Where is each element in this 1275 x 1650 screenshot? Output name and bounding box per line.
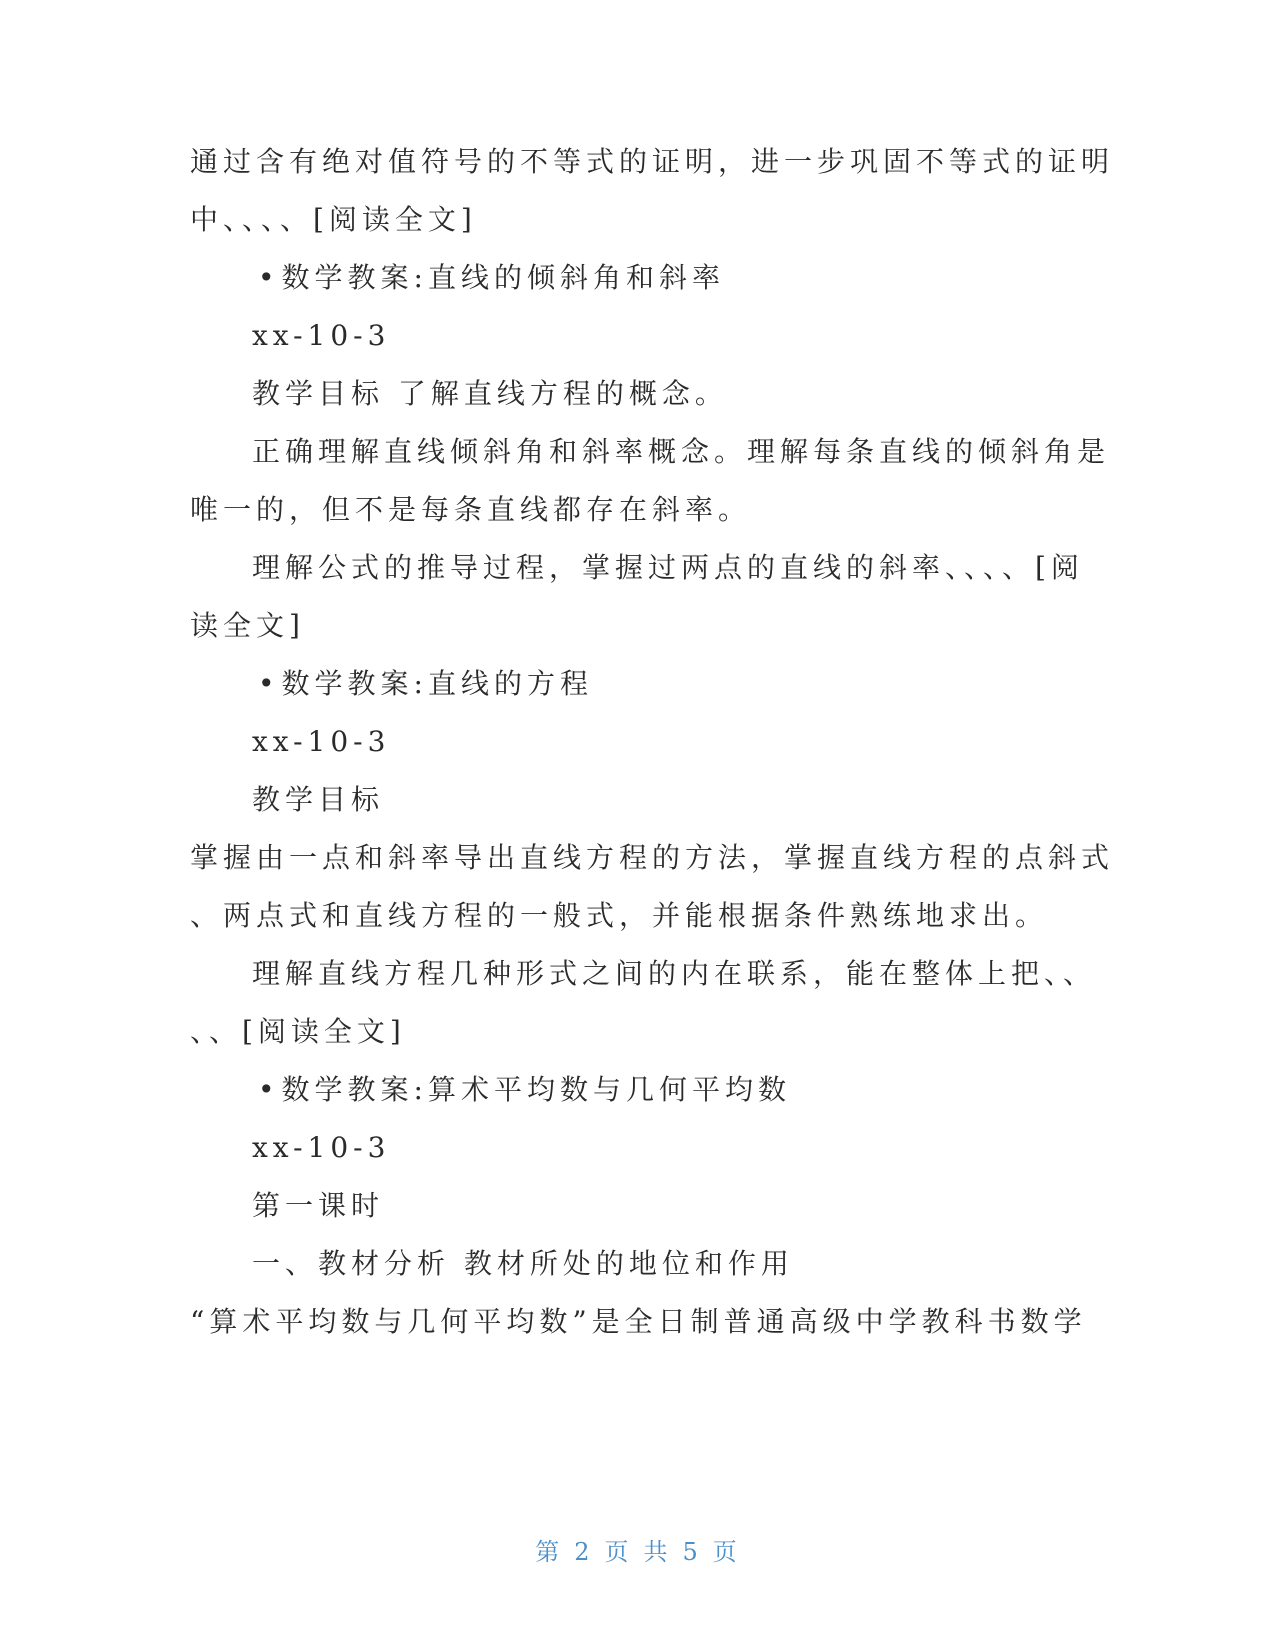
list-item-title: 数学教案:直线的倾斜角和斜率 bbox=[281, 261, 725, 294]
list-item-date: xx-10-3 bbox=[252, 725, 391, 758]
list-item-date: xx-10-3 bbox=[252, 319, 391, 352]
body-line: 正确理解直线倾斜角和斜率概念。理解每条直线的倾斜角是 bbox=[252, 435, 1111, 468]
body-line: “算术平均数与几何平均数”是全日制普通高级中学教科书数学 bbox=[190, 1305, 1087, 1338]
list-item-heading bbox=[258, 664, 593, 704]
body-line: 教学目标 了解直线方程的概念。 bbox=[252, 377, 728, 410]
footer-suffix: 页 bbox=[712, 1538, 740, 1566]
body-line: 、、[阅读全文] bbox=[190, 1015, 406, 1048]
list-item-heading bbox=[258, 1070, 791, 1110]
footer-prefix: 第 bbox=[535, 1538, 563, 1566]
body-line: 、两点式和直线方程的一般式，并能根据条件熟练地求出。 bbox=[190, 899, 1049, 932]
body-line: 一、教材分析 教材所处的地位和作用 bbox=[252, 1247, 794, 1280]
bullet-icon: • bbox=[258, 1073, 280, 1106]
footer-mid: 页 bbox=[604, 1538, 632, 1566]
bullet-icon: • bbox=[258, 667, 280, 700]
body-line: 中、、、、[阅读全文] bbox=[190, 203, 477, 236]
list-item-title: 数学教案:算术平均数与几何平均数 bbox=[281, 1073, 791, 1106]
footer-total-prefix: 共 bbox=[643, 1538, 671, 1566]
body-line: 理解直线方程几种形式之间的内在联系，能在整体上把、、 bbox=[252, 957, 1097, 990]
body-line: 第一课时 bbox=[252, 1189, 385, 1222]
footer-current-page: 2 bbox=[574, 1538, 593, 1566]
list-item-date: xx-10-3 bbox=[252, 1131, 391, 1164]
list-item-heading bbox=[258, 258, 725, 298]
body-line: 唯一的，但不是每条直线都存在斜率。 bbox=[190, 493, 752, 526]
bullet-icon: • bbox=[258, 261, 280, 294]
list-item-title: 数学教案:直线的方程 bbox=[281, 667, 593, 700]
body-line: 读全文] bbox=[190, 609, 305, 642]
page-footer bbox=[0, 1536, 1275, 1568]
footer-total-pages: 5 bbox=[682, 1538, 701, 1566]
body-line: 理解公式的推导过程，掌握过两点的直线的斜率、、、、[阅 bbox=[252, 551, 1084, 584]
body-line: 掌握由一点和斜率导出直线方程的方法，掌握直线方程的点斜式 bbox=[190, 841, 1115, 874]
body-line: 教学目标 bbox=[252, 783, 385, 816]
body-line: 通过含有绝对值符号的不等式的证明，进一步巩固不等式的证明 bbox=[190, 145, 1115, 178]
